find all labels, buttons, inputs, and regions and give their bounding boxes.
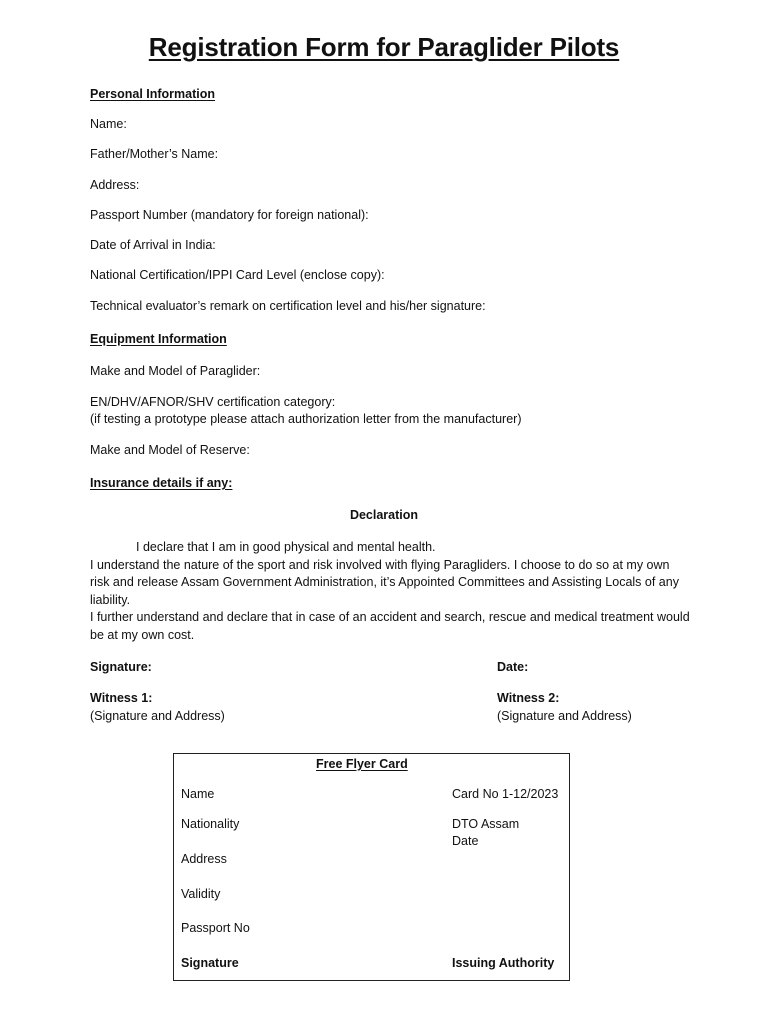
certification-label: National Certification/IPPI Card Level (enclose copy): [90, 268, 385, 282]
card-dto: DTO Assam [452, 817, 520, 831]
card-title: Free Flyer Card [316, 757, 408, 771]
card-number: Card No 1-12/2023 [452, 787, 559, 801]
address-label: Address: [90, 178, 140, 192]
witness1-label: Witness 1: [90, 691, 153, 705]
name-label: Name: [90, 117, 127, 131]
card-date-label: Date [452, 834, 479, 848]
passport-number-label: Passport Number (mandatory for foreign national): [90, 208, 369, 222]
signature-label: Signature: [90, 660, 152, 674]
card-issuing-authority: Issuing Authority [452, 956, 555, 970]
free-flyer-card [173, 753, 570, 981]
declaration-line: I understand the nature of the sport and risk involved with flying Paragliders. I choose to do so at my own risk and release Assam Government Administration, it’s Appointed Committees and Assisting Locals of any liability. [90, 557, 679, 607]
witness2-note: (Signature and Address) [497, 709, 632, 723]
date-label: Date: [497, 660, 529, 674]
card-signature-label: Signature [181, 956, 239, 970]
declaration-heading: Declaration [349, 508, 419, 522]
witness1-note: (Signature and Address) [90, 709, 225, 723]
insurance-heading: Insurance details if any: [90, 476, 233, 490]
parent-name-label: Father/Mother’s Name: [90, 147, 219, 161]
reserve-model-label: Make and Model of Reserve: [90, 443, 250, 457]
card-validity-label: Validity [181, 887, 221, 901]
certification-category-label: EN/DHV/AFNOR/SHV certification category: [90, 395, 336, 409]
card-name-label: Name [181, 787, 215, 801]
witness2-label: Witness 2: [497, 691, 560, 705]
declaration-line: I declare that I am in good physical and mental health. [136, 540, 436, 554]
page-title: Registration Form for Paraglider Pilots [148, 32, 620, 62]
card-passport-label: Passport No [181, 921, 250, 935]
declaration-text [90, 539, 690, 644]
equipment-info-heading: Equipment Information [90, 332, 227, 346]
arrival-date-label: Date of Arrival in India: [90, 238, 216, 252]
evaluator-remark-label: Technical evaluator’s remark on certification level and his/her signature: [90, 299, 486, 313]
personal-info-heading: Personal Information [90, 87, 216, 101]
prototype-note: (if testing a prototype please attach authorization letter from the manufacturer) [90, 412, 522, 426]
paraglider-model-label: Make and Model of Paraglider: [90, 364, 261, 378]
card-address-label: Address [181, 852, 227, 866]
declaration-line: I further understand and declare that in case of an accident and search, rescue and medical treatment would be at my own cost. [90, 610, 690, 642]
card-nationality-label: Nationality [181, 817, 240, 831]
